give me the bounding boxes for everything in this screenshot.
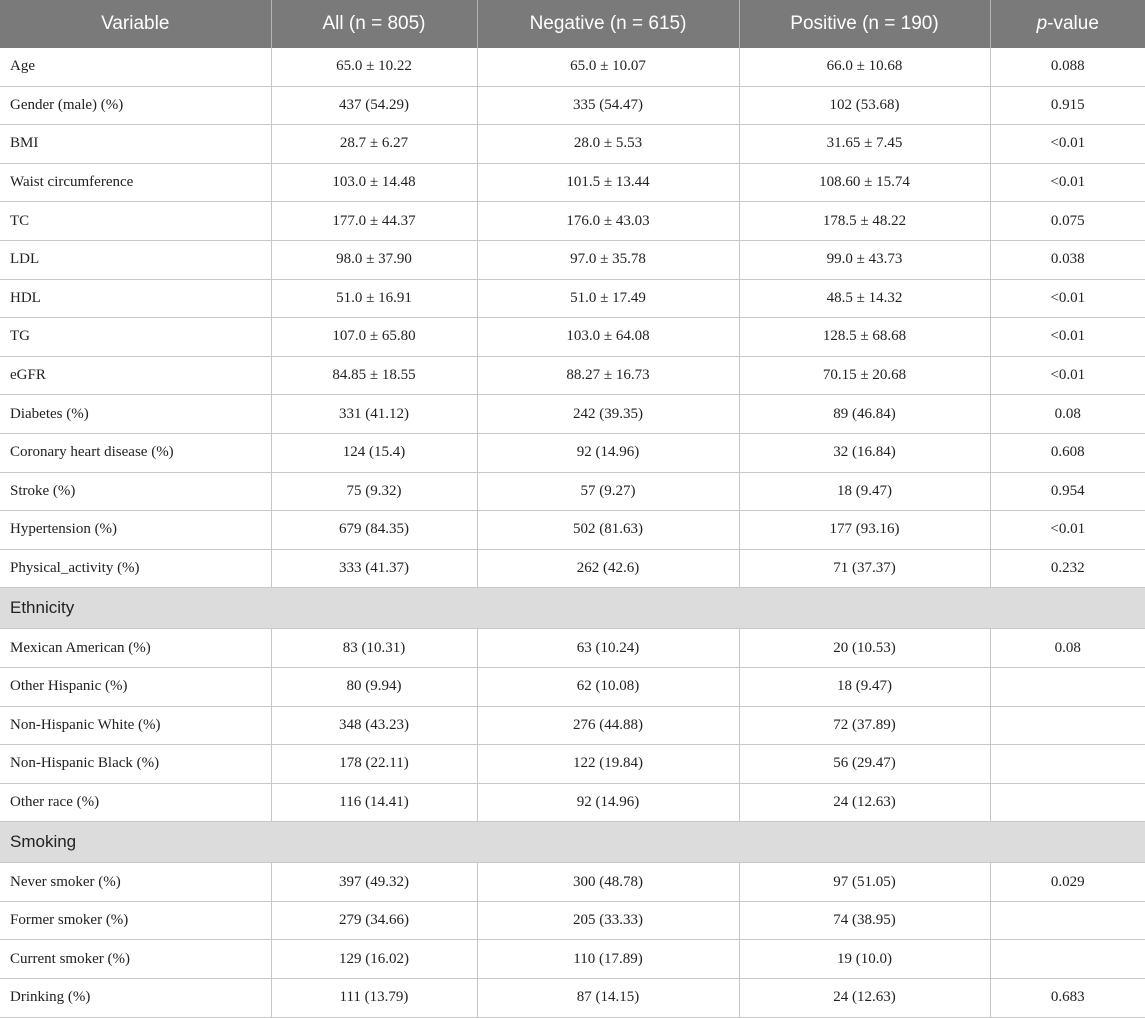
- table-row: [0, 125, 1145, 164]
- cell-all: 397 (49.32): [271, 863, 477, 902]
- cell-p: <0.01: [990, 356, 1145, 395]
- cell-variable: Never smoker (%): [0, 863, 271, 902]
- cell-p: [990, 783, 1145, 822]
- cell-p: 0.08: [990, 395, 1145, 434]
- table-row: [0, 783, 1145, 822]
- cell-all: 75 (9.32): [271, 472, 477, 511]
- cell-all: 279 (34.66): [271, 901, 477, 940]
- cell-all: 107.0 ± 65.80: [271, 318, 477, 357]
- cell-p: <0.01: [990, 318, 1145, 357]
- cell-positive: 18 (9.47): [739, 667, 990, 706]
- cell-all: 98.0 ± 37.90: [271, 240, 477, 279]
- cell-positive: 89 (46.84): [739, 395, 990, 434]
- table-row: [0, 202, 1145, 241]
- cell-p: 0.232: [990, 549, 1145, 588]
- cell-p: [990, 745, 1145, 784]
- cell-p: 0.608: [990, 433, 1145, 472]
- cell-all: 178 (22.11): [271, 745, 477, 784]
- table-row: [0, 706, 1145, 745]
- table-row: [0, 279, 1145, 318]
- cell-negative: 300 (48.78): [477, 863, 739, 902]
- header-positive: Positive (n = 190): [739, 0, 990, 48]
- cell-all: 129 (16.02): [271, 940, 477, 979]
- table-row: [0, 667, 1145, 706]
- cell-variable: Gender (male) (%): [0, 86, 271, 125]
- cell-positive: 74 (38.95): [739, 901, 990, 940]
- cell-negative: 101.5 ± 13.44: [477, 163, 739, 202]
- cell-all: 65.0 ± 10.22: [271, 48, 477, 86]
- table-body: [0, 48, 1145, 1017]
- cell-negative: 92 (14.96): [477, 783, 739, 822]
- cell-all: 84.85 ± 18.55: [271, 356, 477, 395]
- table-row: [0, 863, 1145, 902]
- cell-variable: Current smoker (%): [0, 940, 271, 979]
- cell-p: 0.08: [990, 629, 1145, 668]
- cell-all: 437 (54.29): [271, 86, 477, 125]
- cell-positive: 24 (12.63): [739, 979, 990, 1018]
- cell-variable: Other race (%): [0, 783, 271, 822]
- cell-negative: 262 (42.6): [477, 549, 739, 588]
- cell-variable: Coronary heart disease (%): [0, 433, 271, 472]
- cell-p: 0.683: [990, 979, 1145, 1018]
- cell-all: 116 (14.41): [271, 783, 477, 822]
- cell-all: 679 (84.35): [271, 511, 477, 550]
- cell-negative: 242 (39.35): [477, 395, 739, 434]
- cell-variable: Diabetes (%): [0, 395, 271, 434]
- cell-negative: 65.0 ± 10.07: [477, 48, 739, 86]
- cell-p: [990, 667, 1145, 706]
- cell-p: 0.915: [990, 86, 1145, 125]
- cell-negative: 88.27 ± 16.73: [477, 356, 739, 395]
- cell-negative: 205 (33.33): [477, 901, 739, 940]
- cell-p: [990, 901, 1145, 940]
- cell-all: 124 (15.4): [271, 433, 477, 472]
- cell-positive: 32 (16.84): [739, 433, 990, 472]
- table-row: [0, 395, 1145, 434]
- cell-variable: Mexican American (%): [0, 629, 271, 668]
- cell-positive: 97 (51.05): [739, 863, 990, 902]
- cell-variable: Drinking (%): [0, 979, 271, 1018]
- table-row: [0, 549, 1145, 588]
- cell-positive: 48.5 ± 14.32: [739, 279, 990, 318]
- cell-p: <0.01: [990, 125, 1145, 164]
- cell-p: 0.038: [990, 240, 1145, 279]
- table-row: [0, 511, 1145, 550]
- cell-all: 348 (43.23): [271, 706, 477, 745]
- cell-positive: 99.0 ± 43.73: [739, 240, 990, 279]
- cell-all: 80 (9.94): [271, 667, 477, 706]
- table-row: [0, 318, 1145, 357]
- cell-negative: 28.0 ± 5.53: [477, 125, 739, 164]
- table-row: [0, 163, 1145, 202]
- cell-all: 28.7 ± 6.27: [271, 125, 477, 164]
- table-row: [0, 472, 1145, 511]
- header-row: [0, 0, 1145, 48]
- header-all: All (n = 805): [271, 0, 477, 48]
- cell-positive: 20 (10.53): [739, 629, 990, 668]
- cell-p: 0.954: [990, 472, 1145, 511]
- cell-negative: 92 (14.96): [477, 433, 739, 472]
- header-pvalue-rest: -value: [1047, 13, 1099, 34]
- header-pvalue: [990, 0, 1145, 48]
- table-row: [0, 48, 1145, 86]
- section-label-ethnicity: Ethnicity: [0, 588, 1145, 629]
- cell-all: 111 (13.79): [271, 979, 477, 1018]
- cell-positive: 66.0 ± 10.68: [739, 48, 990, 86]
- cell-variable: LDL: [0, 240, 271, 279]
- cell-negative: 57 (9.27): [477, 472, 739, 511]
- cell-positive: 128.5 ± 68.68: [739, 318, 990, 357]
- table-row: [0, 901, 1145, 940]
- cell-p: [990, 940, 1145, 979]
- cell-variable: TC: [0, 202, 271, 241]
- table-row: [0, 86, 1145, 125]
- cell-all: 103.0 ± 14.48: [271, 163, 477, 202]
- cell-positive: 72 (37.89): [739, 706, 990, 745]
- cell-negative: 176.0 ± 43.03: [477, 202, 739, 241]
- cell-variable: Waist circumference: [0, 163, 271, 202]
- section-label-smoking: Smoking: [0, 822, 1145, 863]
- cell-variable: Non-Hispanic White (%): [0, 706, 271, 745]
- cell-p: 0.075: [990, 202, 1145, 241]
- cell-positive: 18 (9.47): [739, 472, 990, 511]
- cell-positive: 108.60 ± 15.74: [739, 163, 990, 202]
- cell-p: 0.029: [990, 863, 1145, 902]
- cell-variable: Stroke (%): [0, 472, 271, 511]
- section-row-ethnicity: [0, 588, 1145, 629]
- table-header: [0, 0, 1145, 48]
- cell-variable: Age: [0, 48, 271, 86]
- cell-positive: 178.5 ± 48.22: [739, 202, 990, 241]
- cell-positive: 71 (37.37): [739, 549, 990, 588]
- cell-variable: Former smoker (%): [0, 901, 271, 940]
- cell-variable: Other Hispanic (%): [0, 667, 271, 706]
- table-row: [0, 979, 1145, 1018]
- cell-all: 331 (41.12): [271, 395, 477, 434]
- cell-p: <0.01: [990, 163, 1145, 202]
- cell-negative: 335 (54.47): [477, 86, 739, 125]
- cell-variable: Physical_activity (%): [0, 549, 271, 588]
- header-variable: Variable: [0, 0, 271, 48]
- cell-negative: 276 (44.88): [477, 706, 739, 745]
- table-row: [0, 356, 1145, 395]
- cell-variable: eGFR: [0, 356, 271, 395]
- cell-negative: 502 (81.63): [477, 511, 739, 550]
- cell-positive: 177 (93.16): [739, 511, 990, 550]
- cell-negative: 122 (19.84): [477, 745, 739, 784]
- cell-all: 51.0 ± 16.91: [271, 279, 477, 318]
- table-row: [0, 940, 1145, 979]
- cell-p: <0.01: [990, 511, 1145, 550]
- cell-variable: Non-Hispanic Black (%): [0, 745, 271, 784]
- cell-positive: 70.15 ± 20.68: [739, 356, 990, 395]
- cell-p: 0.088: [990, 48, 1145, 86]
- cell-positive: 19 (10.0): [739, 940, 990, 979]
- cell-negative: 62 (10.08): [477, 667, 739, 706]
- cell-negative: 87 (14.15): [477, 979, 739, 1018]
- cell-p: <0.01: [990, 279, 1145, 318]
- cell-positive: 24 (12.63): [739, 783, 990, 822]
- table-row: [0, 433, 1145, 472]
- table-row: [0, 240, 1145, 279]
- cell-p: [990, 706, 1145, 745]
- cell-negative: 51.0 ± 17.49: [477, 279, 739, 318]
- cell-positive: 102 (53.68): [739, 86, 990, 125]
- header-negative: Negative (n = 615): [477, 0, 739, 48]
- header-pvalue-italic: p: [1036, 13, 1048, 34]
- cell-negative: 103.0 ± 64.08: [477, 318, 739, 357]
- cell-negative: 63 (10.24): [477, 629, 739, 668]
- cell-variable: TG: [0, 318, 271, 357]
- cell-all: 83 (10.31): [271, 629, 477, 668]
- cell-variable: BMI: [0, 125, 271, 164]
- cell-variable: Hypertension (%): [0, 511, 271, 550]
- cell-all: 333 (41.37): [271, 549, 477, 588]
- cell-negative: 110 (17.89): [477, 940, 739, 979]
- table-row: [0, 629, 1145, 668]
- table-row: [0, 745, 1145, 784]
- cell-all: 177.0 ± 44.37: [271, 202, 477, 241]
- cell-positive: 56 (29.47): [739, 745, 990, 784]
- cell-negative: 97.0 ± 35.78: [477, 240, 739, 279]
- cell-variable: HDL: [0, 279, 271, 318]
- section-row-smoking: [0, 822, 1145, 863]
- cell-positive: 31.65 ± 7.45: [739, 125, 990, 164]
